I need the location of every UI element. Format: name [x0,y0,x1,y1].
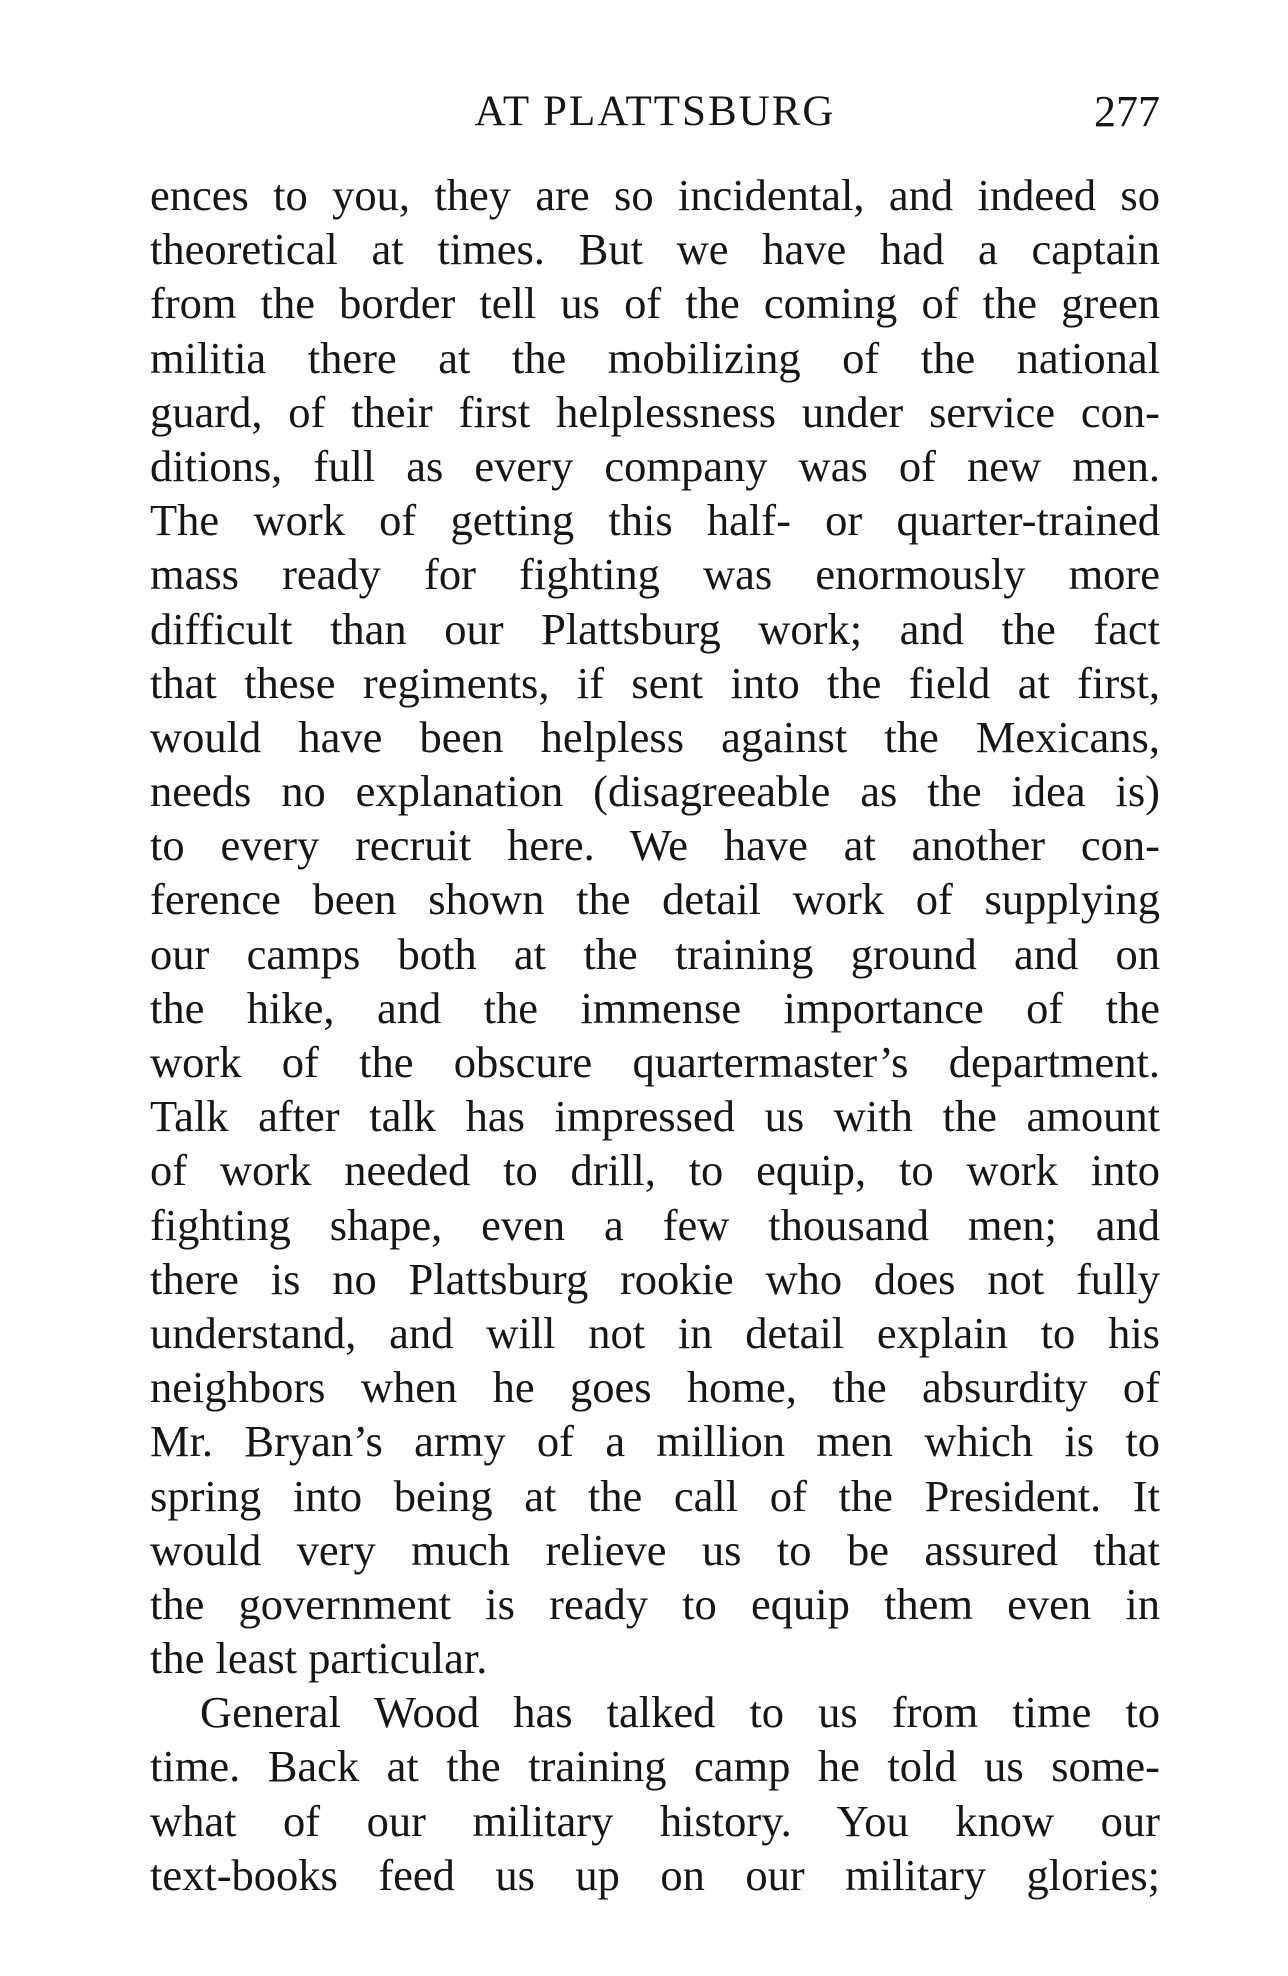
text-line: fighting shape, even a few thousand men; and [150,1199,1160,1250]
text-line: what of our military history. You know our [150,1795,1160,1846]
text-line: would very much relieve us to be assured that [150,1524,1160,1575]
text-line: to every recruit here. We have at another con- [150,820,1160,871]
text-line: neighbors when he goes home, the absurdity of [150,1362,1160,1413]
paragraph [150,168,1160,1685]
text-line: from the border tell us of the coming of the green [150,278,1160,329]
text-line: General Wood has talked to us from time to [200,1687,1160,1738]
text-line: militia there at the mobilizing of the national [150,332,1160,383]
text-line: our camps both at the training ground and on [150,928,1160,979]
text-line: difficult than our Plattsburg work; and the fact [150,603,1160,654]
text-line: the least particular. [150,1633,488,1684]
text-line: time. Back at the training camp he told us some- [150,1741,1160,1792]
text-line: that these regiments, if sent into the field at first, [150,657,1160,708]
text-line: would have been helpless against the Mexicans, [150,711,1160,762]
text-line: mass ready for fighting was enormously more [150,549,1160,600]
text-line: theoretical at times. But we have had a captain [150,224,1160,275]
running-head [150,82,1160,142]
text-line: of work needed to drill, to equip, to work into [150,1145,1160,1196]
text-line: there is no Plattsburg rookie who does not fully [150,1253,1160,1304]
page-number: 277 [1094,87,1160,136]
text-line: the hike, and the immense importance of the [150,982,1160,1033]
text-line: Mr. Bryan’s army of a million men which is to [150,1416,1160,1467]
running-title: AT PLATTSBURG [474,88,836,135]
text-line: ditions, full as every company was of new men. [150,440,1160,491]
text-line: needs no explanation (disagreeable as the idea is) [150,766,1160,817]
text-line: text-books feed us up on our military glories; [150,1849,1160,1900]
text-line: the government is ready to equip them even in [150,1578,1160,1629]
text-line: spring into being at the call of the President. It [150,1470,1160,1521]
text-line: understand, and will not in detail explain to his [150,1307,1160,1358]
text-line: ences to you, they are so incidental, and indeed so [150,170,1160,220]
text-line: ference been shown the detail work of supplying [150,874,1160,925]
text-line: guard, of their first helplessness under service con- [150,386,1160,437]
text-line: Talk after talk has impressed us with the amount [150,1091,1160,1142]
text-line: The work of getting this half- or quarter-trained [150,495,1160,546]
text-line: work of the obscure quartermaster’s department. [150,1037,1160,1087]
body-text [150,168,1160,1902]
paragraph [150,1685,1160,1902]
